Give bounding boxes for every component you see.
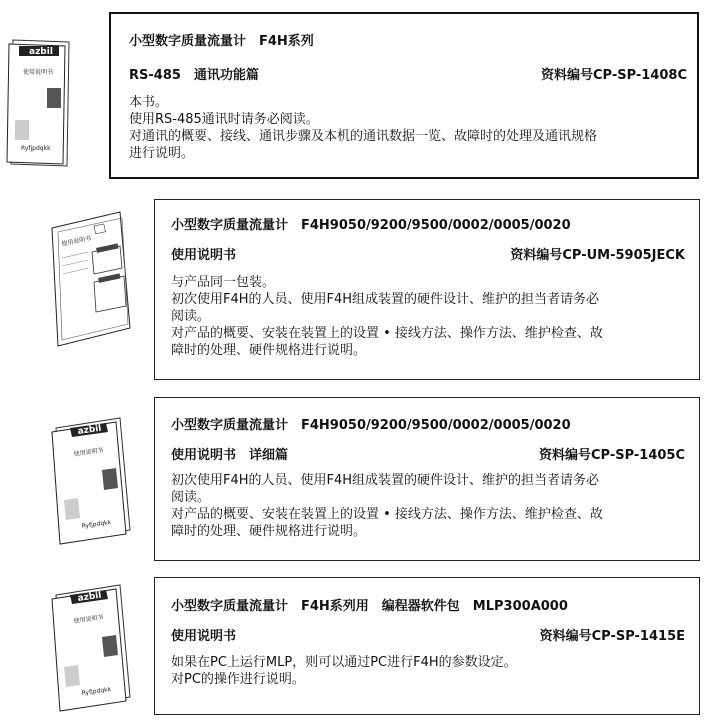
description-line: 对产品的概要、安装在装置上的设置 • 接线方法、操作方法、维护检查、故 — [171, 507, 603, 522]
cover-footer: Ryfjpdqkk — [21, 145, 51, 152]
cover-footer: Ryfjpdqkk — [81, 518, 112, 530]
manual-card — [154, 577, 700, 715]
manual-card — [109, 12, 699, 179]
manual-card — [154, 199, 700, 380]
document-number: 资料编号CP-UM-5905JECK — [510, 248, 685, 263]
brand-logo-text: azbil — [29, 47, 53, 57]
manual-title: 小型数字质量流量计 F4H9050/9200/9500/0002/0005/0020 — [171, 218, 571, 233]
manual-cover-thumbnail — [50, 416, 140, 546]
cover-footer: Ryfjpdqkk — [81, 685, 112, 697]
description-line: 初次使用F4H的人员、使用F4H组成装置的硬件设计、维护的担当者请务必 — [171, 473, 600, 488]
description-line: 如果在PC上运行MLP，则可以通过PC进行F4H的参数设定。 — [171, 655, 517, 670]
manual-cover-thumbnail — [3, 38, 73, 168]
description-line: 与产品同一包装。 — [171, 275, 276, 290]
manual-title: 小型数字质量流量计 F4H系列 — [129, 34, 314, 49]
manual-title: 小型数字质量流量计 F4H系列用 编程器软件包 MLP300A000 — [171, 599, 568, 614]
description-line: 使用RS-485通讯时请务必阅读。 — [129, 112, 319, 127]
description-line: 障时的处理、硬件规格进行说明。 — [171, 524, 367, 539]
description-line: 阅读。 — [171, 309, 211, 324]
description-line: 初次使用F4H的人员、使用F4H组成装置的硬件设计、维护的担当者请务必 — [171, 292, 600, 307]
description-line: 对通讯的概要、接线、通讯步骤及本机的通讯数据一览、故障时的处理及通讯规格 — [129, 129, 598, 144]
manual-description — [171, 472, 603, 540]
cover-label: 使用说明书 — [73, 446, 105, 458]
manual-card — [154, 397, 700, 561]
manual-cover-thumbnail — [50, 583, 140, 713]
document-number: 资料编号CP-SP-1415E — [539, 629, 685, 644]
manual-title: 小型数字质量流量计 F4H9050/9200/9500/0002/0005/0020 — [171, 418, 571, 433]
description-line: 阅读。 — [171, 490, 211, 505]
brand-logo-text: azbil — [77, 590, 103, 604]
manual-description — [171, 274, 603, 359]
cover-label: 使用说明书 — [73, 613, 105, 625]
manual-leaflet-thumbnail — [48, 210, 138, 350]
brand-logo-text: azbil — [77, 423, 103, 437]
manual-subtitle: 使用说明书 — [171, 629, 237, 644]
manual-description — [129, 94, 597, 162]
document-number: 资料编号CP-SP-1408C — [540, 68, 687, 83]
manual-subtitle: RS-485 通讯功能篇 — [129, 68, 259, 83]
description-line: 对PC的操作进行说明。 — [171, 672, 305, 687]
manual-description — [171, 654, 517, 688]
cover-label: 使用说明书 — [23, 69, 54, 76]
manual-subtitle: 使用说明书 — [171, 248, 237, 263]
description-line: 本书。 — [129, 95, 169, 110]
description-line: 进行说明。 — [129, 146, 195, 161]
manual-subtitle: 使用说明书 详细篇 — [171, 448, 289, 463]
description-line: 对产品的概要、安装在装置上的设置 • 接线方法、操作方法、维护检查、故 — [171, 326, 603, 341]
document-number: 资料编号CP-SP-1405C — [538, 448, 685, 463]
description-line: 障时的处理、硬件规格进行说明。 — [171, 343, 367, 358]
cover-label: 使用说明书 — [60, 234, 92, 248]
